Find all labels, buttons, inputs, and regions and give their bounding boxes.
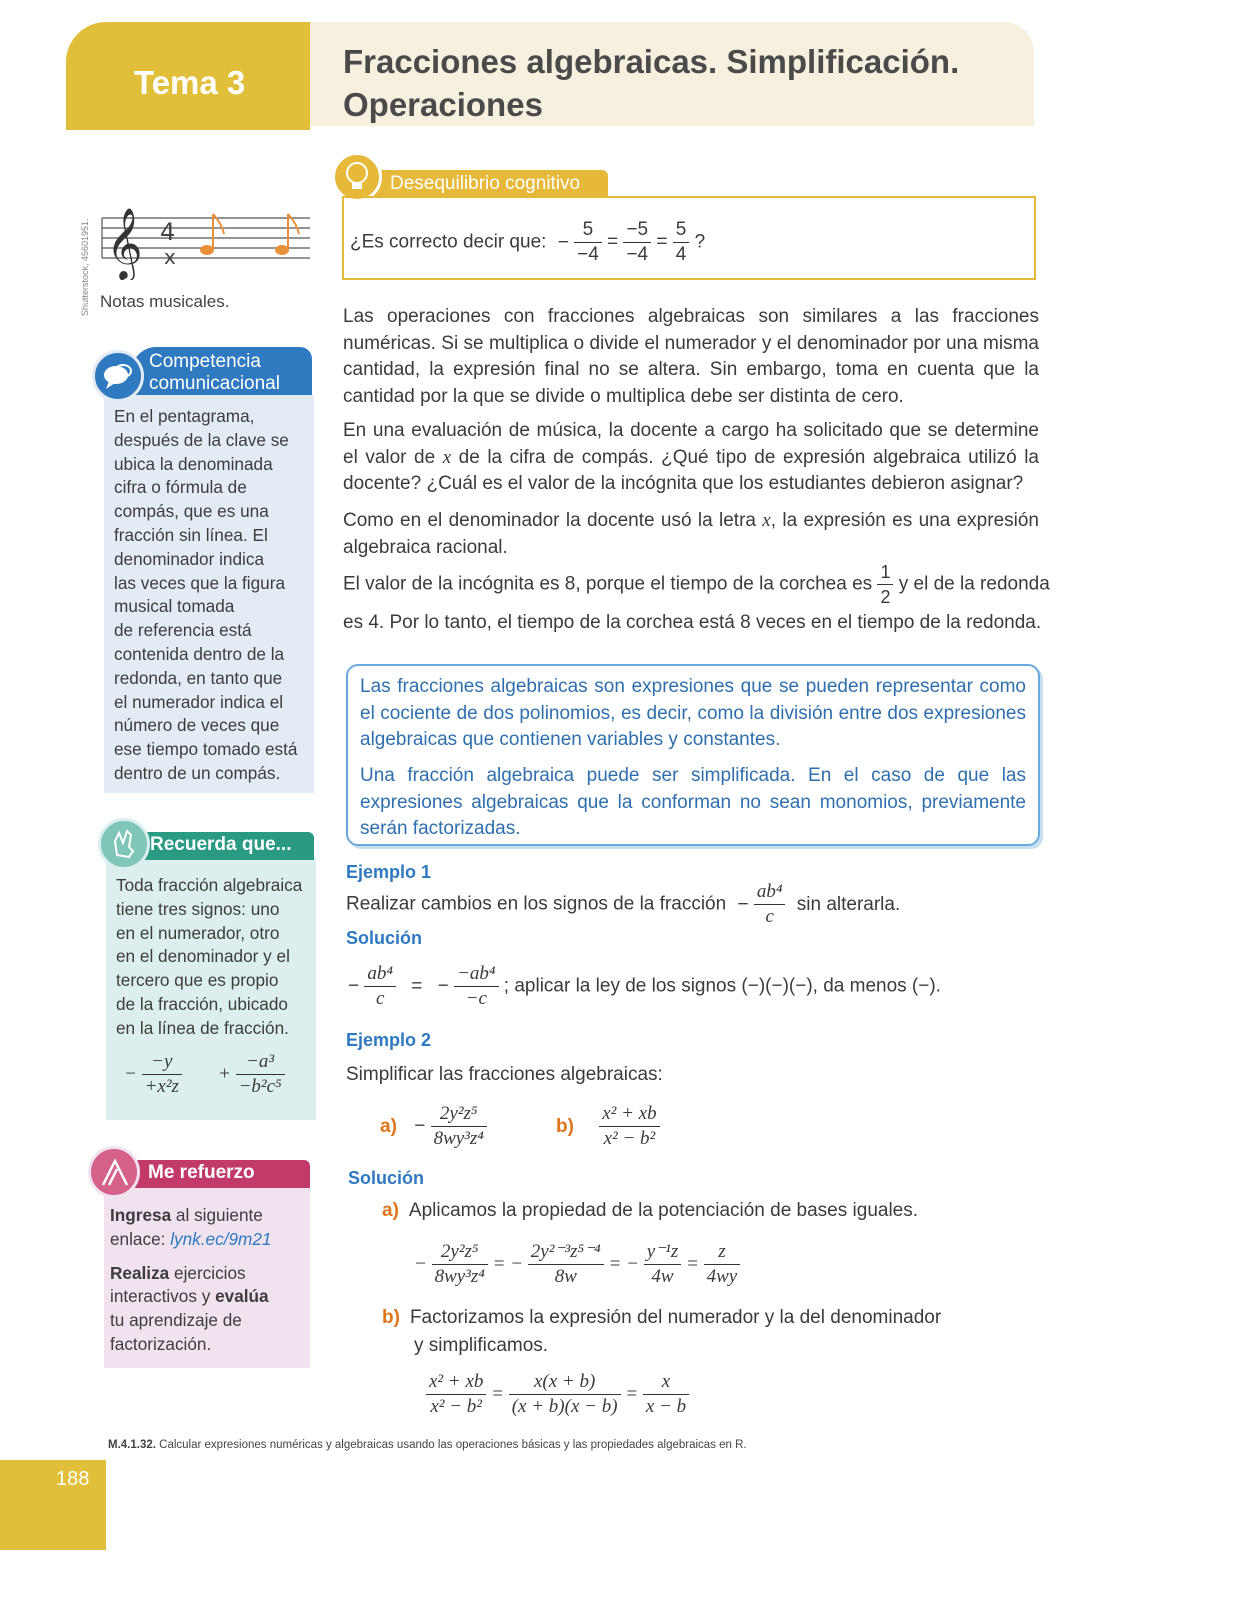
page-title-line1: Fracciones algebraicas. Simplificación. [343,43,960,80]
paragraph-2 [343,418,1039,498]
competencia-text [114,405,310,786]
page-title [343,40,1023,126]
paragraph-1: Las operaciones con fracciones algebraicas son similares a las fracciones numéricas. Si se multiplica o divide el numerador y el denominador por una misma cantidad, la expresión final no se altera. Sin embargo, toma en cuenta que la cantidad por la que se divide o multiplica debe ser distinta de cero. [343,306,1039,407]
frac-denominator: 4 [675,244,687,265]
competencia-line: denominador indica [114,548,265,569]
paragraph-4-line2: es 4. Por lo tanto, el tiempo de la corchea está 8 veces en el tiempo de la redonda. [343,612,1042,633]
text-part: de la cifra de compás. ¿Qué tipo de expresión algebraica utilizó la docente? ¿Cuál es el valor de la incógnita que los estudiantes debieron asignar? [343,446,1039,494]
competencia-line: las veces que la figura [114,572,286,593]
refuerzo-evalua: evalúa [215,1286,269,1307]
tema-banner [66,22,310,130]
solution-a-equation [414,1240,740,1289]
equals-sign: = [686,1253,699,1275]
text-part: Realizar cambios en los signos de la fracción [346,893,727,915]
desequilibrio-question [350,218,705,267]
page-number: 188 [56,1468,90,1490]
eighth-note-icon [200,214,224,255]
competencia-tab [132,347,312,395]
recuerda-example-frac1 [124,1050,182,1099]
exercise-b-label: b) [556,1115,574,1137]
eighth-note-icon [275,214,299,255]
frac-denominator: 8wy³z⁴ [433,1128,484,1149]
frac-denominator: −c [465,988,487,1009]
frac-sign: − [510,1253,524,1275]
text-part: El valor de la incógnita es 8, porque el tiempo de la corchea es [343,573,873,595]
frac-numerator: 5 [574,218,602,243]
refuerzo-tab [112,1160,310,1188]
frac-numerator: 2y²z⁵ [431,1102,487,1127]
ejemplo2-solucion-label: Solución [348,1168,424,1188]
competencia-line: redonda, en tanto que [114,667,283,688]
competencia-line: dentro de un compás. [114,762,281,783]
frac-numerator: x [643,1370,689,1395]
frac-denominator: (x + b)(x − b) [511,1396,618,1417]
ejemplo1-solucion-label: Solución [346,928,422,948]
refuerzo-realiza: Realiza [110,1262,170,1283]
refuerzo-line [110,1204,306,1228]
refuerzo-line: factorización. [110,1333,212,1354]
recuerda-line: tercero que es propio [116,970,279,991]
ejemplo1-solution [348,962,941,1011]
competencia-line: musical tomada [114,596,235,617]
exercise-a-label: a) [380,1115,397,1137]
fingers-crossed-icon [98,818,150,870]
frac-denominator: −4 [626,244,649,265]
ejemplo1-label: Ejemplo 1 [346,862,432,882]
equals-sign: = [492,1253,506,1275]
competencia-line: compás, que es una [114,501,269,522]
refuerzo-line [110,1228,306,1252]
frac-denominator: −4 [577,244,599,265]
frac-denominator: 8w [554,1266,577,1287]
competencia-line: contenida dentro de la [114,643,285,664]
competencia-line: fracción sin línea. El [114,524,268,545]
frac-numerator: y⁻¹z [644,1240,682,1265]
frac-numerator: ab⁴ [364,962,396,987]
frac-numerator: 1 [877,560,893,585]
frac-numerator: −a³ [236,1050,285,1075]
refuerzo-line: tu aprendizaje de [110,1310,242,1331]
text-part: y el de la redonda [898,573,1050,595]
competencia-line: el numerador indica el [114,691,284,712]
frac-numerator: −y [142,1050,182,1075]
time-signature-bottom: x [164,245,176,269]
equals-sign: = [625,1383,639,1405]
recuerda-line: en el numerador, otro [116,922,280,943]
frac-sign: − [124,1063,137,1085]
recuerda-line: en el denominador y el [116,946,290,967]
competencia-line: ese tiempo tomado está [114,739,298,760]
solution-a-label: a) [382,1200,399,1221]
frac-denominator: 4wy [706,1266,738,1287]
tema-label: Tema 3 [134,64,246,101]
frac-denominator: 4w [651,1266,674,1287]
music-staff-image [98,200,312,280]
lambda-icon [88,1146,140,1198]
refuerzo-ingresa: Ingresa [110,1205,172,1225]
recuerda-line: tiene tres signos: uno [116,898,280,919]
curriculum-code: M.4.1.32. [108,1439,156,1451]
frac-denominator: c [375,988,385,1009]
ejemplo1-statement [346,880,900,929]
music-caption: Notas musicales. [100,292,230,311]
frac-sign: − [414,1115,426,1137]
equals-sign: = [491,1383,504,1405]
frac-sign: − [626,1253,639,1275]
solution-b-statement [382,1304,941,1360]
competencia-line: En el pentagrama, [114,406,255,426]
variable-x: x [442,446,452,468]
variable-x: x [762,510,771,531]
competencia-line: número de veces que [114,715,280,736]
competencia-title-line1: Competencia [149,351,261,372]
frac-numerator: ab⁴ [754,880,786,905]
solution-a-statement [382,1200,918,1222]
equals-sign: = [411,975,423,997]
competencia-line: después de la clave se [114,429,289,450]
text-part: Aplicamos la propiedad de la potenciación de bases iguales. [408,1200,919,1221]
refuerzo-text [110,1204,306,1357]
photo-credit-text: Shutterstock, 45601951. [80,218,90,316]
refuerzo-text-part: ejercicios [169,1262,246,1283]
curriculum-text: Calcular expresiones numéricas y algebraicas usando las operaciones básicas y las propiedades algebraicas en R. [155,1439,747,1451]
frac-denominator: −b²c⁵ [238,1076,282,1097]
frac-sign: − [437,975,449,997]
frac-denominator: 2 [880,587,891,607]
recuerda-example-frac2 [218,1050,285,1099]
question-text: ¿Es correcto decir que: [350,231,547,253]
frac-numerator: x² + xb [599,1102,659,1127]
photo-credit [78,200,96,320]
text-part: Factorizamos la expresión del numerador y la del denominador [409,1307,942,1328]
time-signature-top: 4 [160,218,176,246]
recuerda-line: en la línea de fracción. [116,1017,289,1038]
lightbulb-icon [332,152,382,202]
definition-text-1: Las fracciones algebraicas son expresiones que se pueden representar como el cociente de dos polinomios, es decir, como la división entre dos expresiones algebraicas que contienen variables y constantes. [360,676,1026,750]
frac-denominator: 8wy³z⁴ [434,1266,485,1287]
competencia-line: ubica la denominada [114,453,273,474]
equals-sign: = [656,231,668,253]
competencia-line: de referencia está [114,620,252,641]
equals-sign: = [607,231,619,253]
recuerda-title: Recuerda que... [150,834,292,855]
frac-numerator: −5 [623,218,651,243]
page-title-line2: Operaciones [343,86,543,123]
ejemplo2-exercise-a [380,1102,487,1151]
refuerzo-text-part: interactivos y [110,1286,216,1307]
refuerzo-text-part: enlace: [110,1228,171,1249]
frac-numerator: z [704,1240,741,1265]
competencia-title [149,351,280,395]
competencia-line: cifra o fórmula de [114,477,247,498]
refuerzo-line [110,1262,306,1286]
desequilibrio-tab [372,170,608,198]
paragraph-4-line1 [343,560,1050,609]
recuerda-text [116,874,312,1041]
recuerda-tab [128,832,314,860]
text-part: sin alterarla. [796,893,901,915]
frac-denominator: +x²z [144,1076,179,1097]
ejemplo2-statement: Simplificar las fracciones algebraicas: [346,1064,663,1085]
frac-denominator: c [765,906,774,927]
text-part: ; aplicar la ley de los signos (−)(−)(−), da menos (−). [503,975,941,997]
frac-sign: − [348,975,360,997]
recuerda-line: Toda fracción algebraica [116,875,303,895]
speech-bubble-icon [92,350,144,402]
ejemplo2-exercise-b [556,1102,660,1151]
solution-b-label: b) [382,1307,400,1328]
text-part: y simplificamos. [414,1335,549,1356]
frac-sign: − [414,1253,427,1275]
recuerda-line: de la fracción, ubicado [116,993,288,1014]
frac-sign: + [218,1063,231,1085]
frac-numerator: 2y²⁻³z⁵⁻⁴ [528,1240,604,1265]
competencia-title-line2: comunicacional [149,373,280,394]
frac-numerator: x(x + b) [509,1370,621,1395]
ejemplo2-label: Ejemplo 2 [346,1030,432,1050]
frac-sign: − [557,231,569,253]
frac-denominator: x² − b² [603,1128,656,1149]
equals-sign: = [608,1253,622,1275]
refuerzo-text-part: al siguiente [171,1205,263,1225]
question-mark: ? [694,231,706,253]
refuerzo-title: Me refuerzo [148,1162,255,1183]
frac-denominator: x − b [645,1396,687,1417]
text-part: Como en el denominador la docente usó la letra [343,510,763,531]
refuerzo-link[interactable]: lynk.ec/9m21 [170,1228,272,1249]
frac-numerator: x² + xb [426,1370,486,1395]
curriculum-footnote [108,1439,747,1451]
text-part: En una evaluación de música, la docente a cargo ha solicitado que se determine el valor de [343,420,1039,468]
text-part: , la expresión es una expresión algebraica racional. [343,510,1039,558]
definition-text-2: Una fracción algebraica puede ser simplificada. En el caso de que las expresiones algebraicas que la conforman no sean monomios, previamente serán factorizadas. [360,765,1026,839]
page-number-bar [0,1460,106,1550]
frac-sign: − [737,893,749,915]
frac-numerator: 5 [673,218,690,243]
desequilibrio-title: Desequilibrio cognitivo [390,173,581,194]
frac-numerator: 2y²z⁵ [432,1240,488,1265]
refuerzo-line [110,1285,306,1309]
solution-b-equation [426,1370,689,1419]
frac-numerator: −ab⁴ [454,962,498,987]
paragraph-3 [343,508,1039,561]
treble-clef-icon: 𝄞 [106,206,143,279]
frac-denominator: x² − b² [430,1396,483,1417]
